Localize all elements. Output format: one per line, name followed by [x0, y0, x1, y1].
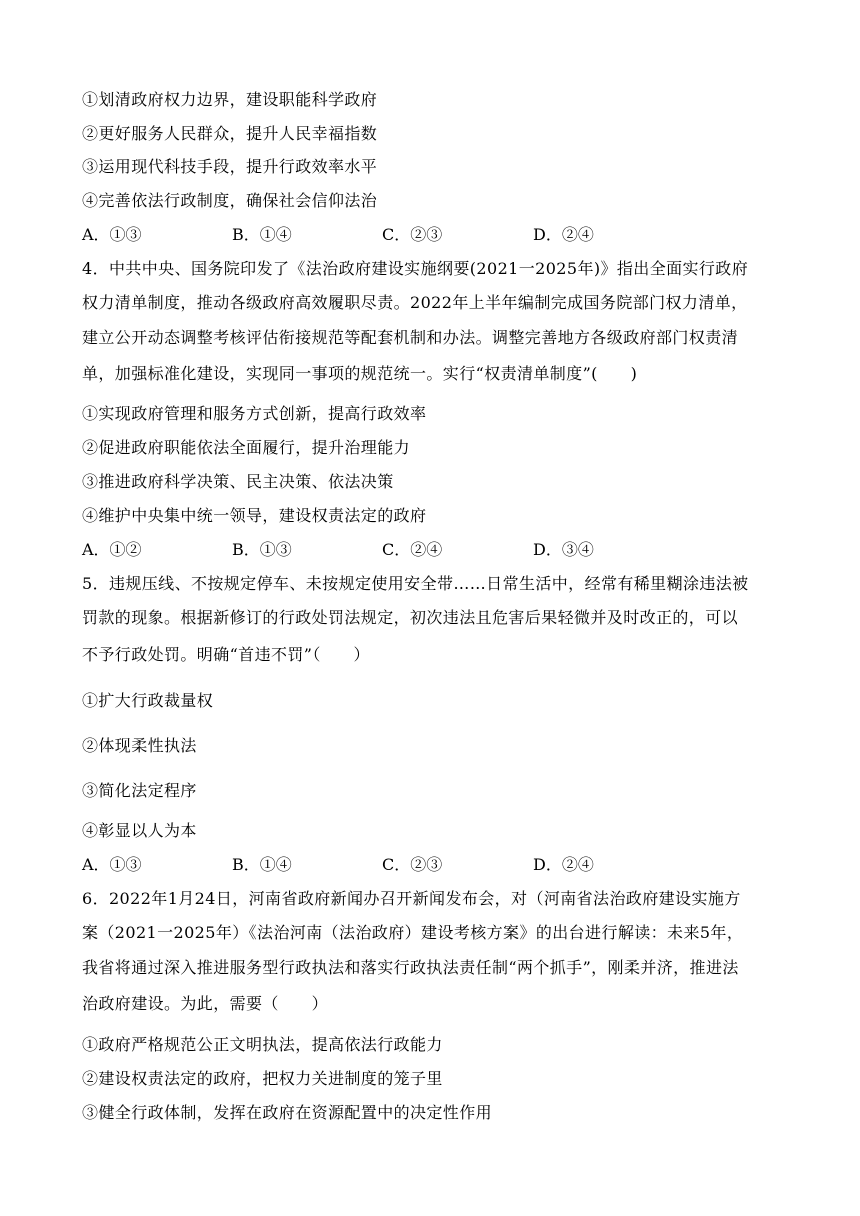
q5-stem-line-3: 不予行政处罚。明确“首违不罚”（ ） [82, 645, 370, 664]
q4-option-c[interactable]: C．②④ [382, 540, 443, 559]
q3-option-d[interactable]: D．②④ [533, 225, 594, 244]
q5-option-c[interactable]: C．②③ [382, 855, 443, 874]
q4-option-b[interactable]: B．①③ [232, 540, 292, 559]
q4-statement-4: ④维护中央集中统一领导，建设权责法定的政府 [82, 506, 427, 525]
q4-stem-line-4: 单，加强标准化建设，实现同一事项的规范统一。实行“权责清单制度”( ) [82, 364, 638, 383]
q5-statement-1: ①扩大行政裁量权 [82, 691, 214, 710]
q4-statement-1: ①实现政府管理和服务方式创新，提高行政效率 [82, 404, 427, 423]
q5-stem-line-2: 罚款的现象。根据新修订的行政处罚法规定，初次违法且危害后果轻微并及时改正的，可以 [82, 608, 739, 627]
q4-statement-2: ②促进政府职能依法全面履行，提升治理能力 [82, 438, 411, 457]
q3-option-a[interactable]: A．①③ [82, 225, 142, 244]
q3-statement-4: ④完善依法行政制度，确保社会信仰法治 [82, 191, 378, 210]
q3-statement-2: ②更好服务人民群众，提升人民幸福指数 [82, 124, 378, 143]
q3-statement-3: ③运用现代科技手段，提升行政效率水平 [82, 157, 378, 176]
q4-option-a[interactable]: A．①② [82, 540, 142, 559]
q3-statement-1: ①划清政府权力边界，建设职能科学政府 [82, 90, 378, 109]
q4-stem-line-2: 权力清单制度，推动各级政府高效履职尽责。2022年上半年编制完成国务院部门权力清单， [82, 293, 748, 312]
q5-option-b[interactable]: B．①④ [232, 855, 292, 874]
q4-stem-line-1: 4．中共中央、国务院印发了《法治政府建设实施纲要(2021一2025年)》指出全面实行政府 [82, 259, 749, 278]
q4-statement-3: ③推进政府科学决策、民主决策、依法决策 [82, 472, 394, 491]
q5-statement-3: ③简化法定程序 [82, 781, 197, 800]
q5-option-a[interactable]: A．①③ [82, 855, 142, 874]
q6-stem-line-2: 案（2021一2025年）《法治河南（法治政府）建设考核方案》的出台进行解读：未来5年， [82, 923, 744, 942]
q5-statement-2: ②体现柔性执法 [82, 736, 197, 755]
q6-stem-line-4: 治政府建设。为此，需要（ ） [82, 994, 329, 1013]
q4-option-d[interactable]: D．③④ [533, 540, 594, 559]
q5-option-d[interactable]: D．②④ [533, 855, 594, 874]
q6-statement-1: ①政府严格规范公正文明执法，提高依法行政能力 [82, 1035, 443, 1054]
q3-option-b[interactable]: B．①④ [232, 225, 292, 244]
q6-stem-line-3: 我省将通过深入推进服务型行政执法和落实行政执法责任制“两个抓手”，刚柔并济，推进法 [82, 958, 739, 977]
q6-stem-line-1: 6．2022年1月24日，河南省政府新闻办召开新闻发布会，对（河南省法治政府建设实施方 [82, 889, 741, 908]
q5-statement-4: ④彰显以人为本 [82, 821, 197, 840]
q6-statement-2: ②建设权责法定的政府，把权力关进制度的笼子里 [82, 1069, 443, 1088]
q3-option-c[interactable]: C．②③ [382, 225, 443, 244]
q5-stem-line-1: 5．违规压线、不按规定停车、未按规定使用安全带……日常生活中，经常有稀里糊涂违法被 [82, 574, 749, 593]
q4-stem-line-3: 建立公开动态调整考核评估衔接规范等配套机制和办法。调整完善地方各级政府部门权责清 [82, 328, 739, 347]
q6-statement-3: ③健全行政体制，发挥在政府在资源配置中的决定性作用 [82, 1103, 493, 1122]
